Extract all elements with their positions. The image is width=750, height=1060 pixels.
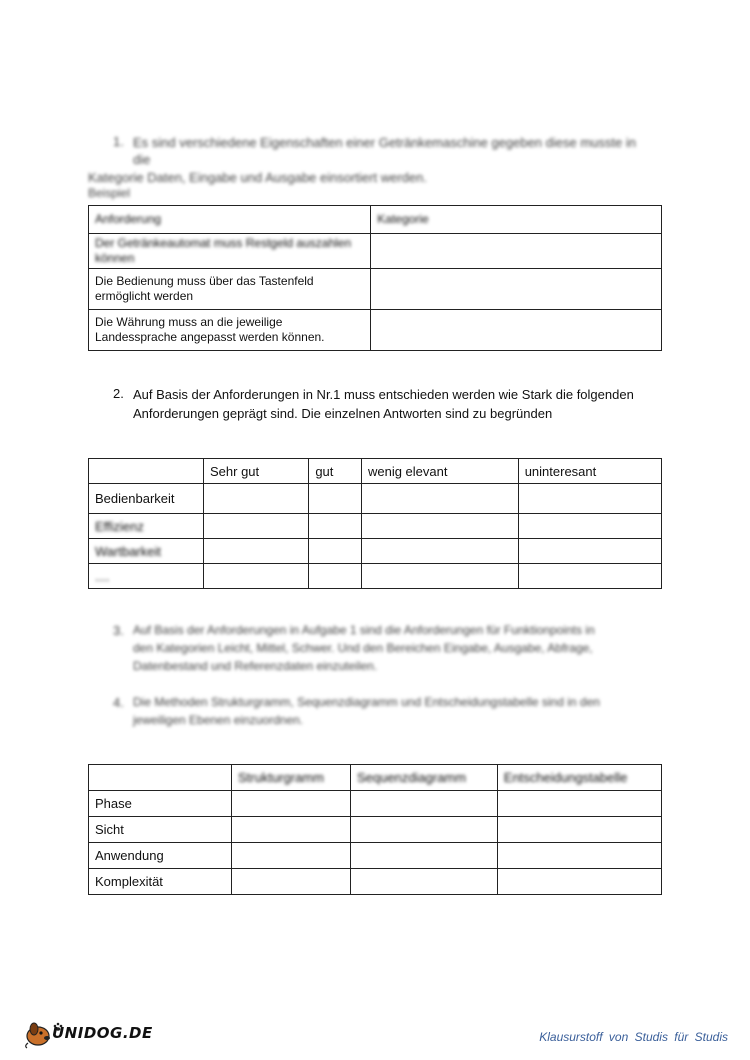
- methods-table: [88, 764, 662, 895]
- empty-cell: [350, 843, 497, 869]
- logo-text: UNIDOG.DE: [52, 1024, 153, 1042]
- header-cell: Anforderung: [89, 206, 371, 234]
- row-label: Komplexität: [89, 869, 232, 895]
- empty-cell: [309, 539, 362, 564]
- row-label: Bedienbarkeit: [89, 484, 204, 514]
- empty-cell: [350, 869, 497, 895]
- row-label: Sicht: [89, 817, 232, 843]
- header-cell: Sequenzdiagramm: [350, 765, 497, 791]
- empty-cell: [309, 514, 362, 539]
- header-cell: gut: [309, 459, 362, 484]
- table-row: [89, 234, 662, 269]
- table-row: [89, 817, 662, 843]
- q2-text-line2: Anforderungen geprägt sind. Die einzelnen Antworten sind zu begründen: [133, 406, 553, 421]
- row-label: Wartbarkeit: [89, 539, 204, 564]
- category-cell: [371, 310, 662, 351]
- q1-text-line1: Es sind verschiedene Eigenschaften einer Getränkemaschine gegeben diese musste in: [133, 135, 636, 150]
- table-row: [89, 843, 662, 869]
- q4-text-line1: Die Methoden Strukturgramm, Sequenzdiagramm und Entscheidungstabelle sind in den: [133, 695, 600, 709]
- empty-cell: [232, 843, 351, 869]
- row-label: ....: [89, 564, 204, 589]
- empty-cell: [518, 514, 661, 539]
- table-header-row: [89, 459, 662, 484]
- empty-cell: [497, 843, 661, 869]
- header-cell: Entscheidungstabelle: [497, 765, 661, 791]
- q3-number: 3.: [113, 623, 124, 638]
- requirement-cell: Die Bedienung muss über das Tastenfeld ermöglicht werden: [89, 269, 371, 310]
- q4-text-line2: jeweiligen Ebenen einzuordnen.: [133, 713, 304, 727]
- row-label: Phase: [89, 791, 232, 817]
- table-row: [89, 310, 662, 351]
- requirement-cell: Der Getränkeautomat muss Restgeld auszahlen können: [89, 234, 371, 269]
- empty-cell: [518, 484, 661, 514]
- header-cell: Sehr gut: [204, 459, 309, 484]
- empty-cell: [497, 791, 661, 817]
- empty-cell: [309, 484, 362, 514]
- requirement-cell: Die Währung muss an die jeweilige Landessprache angepasst werden können.: [89, 310, 371, 351]
- empty-cell: [350, 817, 497, 843]
- empty-cell: [204, 564, 309, 589]
- table-row: [89, 539, 662, 564]
- header-cell: Strukturgramm: [232, 765, 351, 791]
- q2-number: 2.: [113, 386, 124, 401]
- q1-text-line3: Kategorie Daten, Eingabe und Ausgabe einsortiert werden.: [88, 170, 427, 185]
- header-cell: wenig elevant: [361, 459, 518, 484]
- table-row: [89, 869, 662, 895]
- q1-number: 1.: [113, 134, 124, 149]
- header-cell: uninteresant: [518, 459, 661, 484]
- header-cell: [89, 765, 232, 791]
- empty-cell: [232, 869, 351, 895]
- empty-cell: [518, 539, 661, 564]
- requirements-table: [88, 205, 662, 351]
- q3-text-line3: Datenbestand und Referenzdaten einzuteilen.: [133, 659, 378, 673]
- q1-example-label: Beispiel: [88, 186, 131, 200]
- empty-cell: [204, 539, 309, 564]
- table-header-row: [89, 765, 662, 791]
- empty-cell: [497, 817, 661, 843]
- q4-number: 4.: [113, 695, 124, 710]
- header-cell: [89, 459, 204, 484]
- table-row: [89, 564, 662, 589]
- empty-cell: [232, 791, 351, 817]
- q2-text-line1: Auf Basis der Anforderungen in Nr.1 muss entschieden werden wie Stark die folgenden: [133, 387, 634, 402]
- header-cell: Kategorie: [371, 206, 662, 234]
- category-cell: [371, 269, 662, 310]
- empty-cell: [361, 514, 518, 539]
- table-row: [89, 484, 662, 514]
- table-row: [89, 791, 662, 817]
- category-cell: [371, 234, 662, 269]
- row-label: Effizienz: [89, 514, 204, 539]
- empty-cell: [204, 514, 309, 539]
- rating-table: [88, 458, 662, 589]
- empty-cell: [361, 484, 518, 514]
- empty-cell: [204, 484, 309, 514]
- empty-cell: [361, 539, 518, 564]
- q3-text-line1: Auf Basis der Anforderungen in Aufgabe 1 sind die Anforderungen für Funktionpoints in: [133, 623, 595, 637]
- table-row: [89, 514, 662, 539]
- q3-text-line2: den Kategorien Leicht, Mittel, Schwer. Und den Bereichen Eingabe, Ausgabe, Abfrage,: [133, 641, 593, 655]
- empty-cell: [361, 564, 518, 589]
- empty-cell: [350, 791, 497, 817]
- empty-cell: [518, 564, 661, 589]
- table-row: [89, 269, 662, 310]
- footer-slogan: Klausurstoff von Studis für Studis: [539, 1030, 728, 1044]
- empty-cell: [309, 564, 362, 589]
- empty-cell: [497, 869, 661, 895]
- table-header-row: [89, 206, 662, 234]
- q1-text-line2: die: [133, 152, 151, 167]
- row-label: Anwendung: [89, 843, 232, 869]
- empty-cell: [232, 817, 351, 843]
